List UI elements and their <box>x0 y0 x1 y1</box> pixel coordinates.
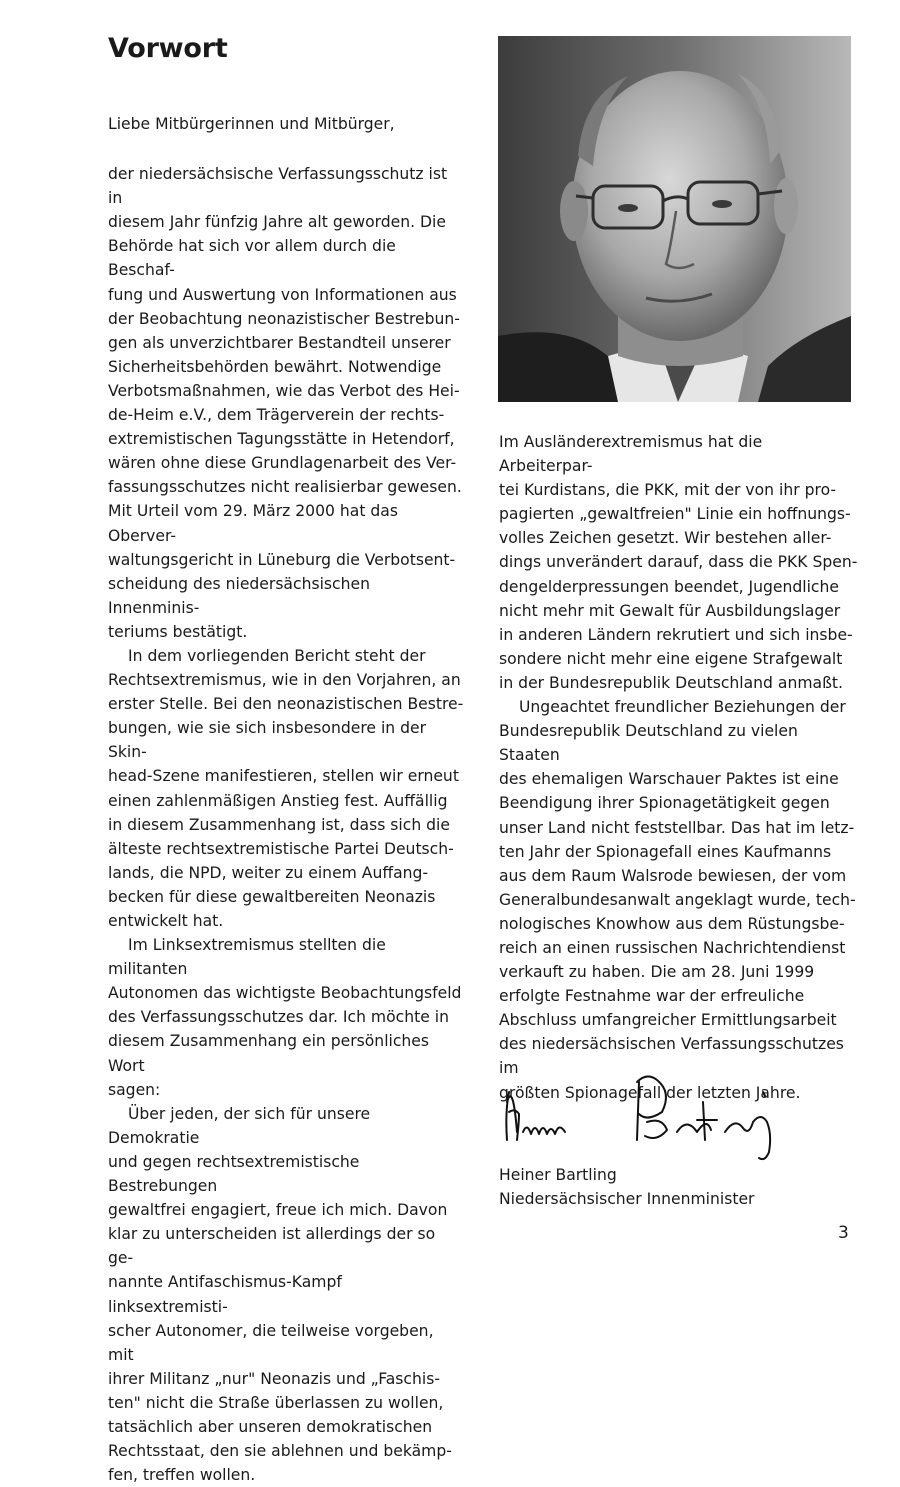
right-column <box>499 430 859 1105</box>
paragraph-right-wing-extremism: In dem vorliegenden Bericht steht der Rechtsextremismus, wie in den Vorjahren, an erster Stelle. Bei den neonazistischen Bestre- bungen, wie sie sich insbesondere in der Skin- head-Szene manifestieren, stellen wir erneut einen zahlenmäßigen Anstieg fest. Auffällig in diesem Zusammenhang ist, dass sich die älteste rechtsextremistische Partei Deutsch- lands, die NPD, weiter zu einem Auffang- becken für diese gewaltbereiten Neonazis entwickelt hat. <box>108 646 464 930</box>
left-column <box>108 112 464 1487</box>
handwritten-signature <box>497 1062 797 1162</box>
paragraph-left-wing-extremism: Im Linksextremismus stellten die militanten Autonomen das wichtigste Beobachtungsfeld des Verfassungsschutzes dar. Ich möchte in diesem Zusammenhang ein persönliches Wort sagen: <box>108 936 462 1099</box>
paragraph-anniversary: der niedersächsische Verfassungsschutz ist in diesem Jahr fünfzig Jahre alt geworden. Die Behörde hat sich vor allem durch die Beschaf- fung und Auswertung von Informationen aus der Beobachtung neonazistischer Bestrebun- gen als unverzichtbarer Bestandteil unserer Sicherheitsbehörden bewährt. Notwendige Verbotsmaßnahmen, wie das Verbot des Hei- de-Heim e.V., dem Trägerverein der rechts- extremistischen Tagungsstätte in Hetendorf, wären ohne diese Grundlagenarbeit des Ver- fassungsschutzes nicht realisierbar gewesen. Mit Urteil vom 29. März 2000 hat das Oberver- waltungsgericht in Lüneburg die Verbotsent- scheidung des niedersächsischen Innenminis- teriums bestätigt. <box>108 165 462 641</box>
salutation: Liebe Mitbürgerinnen und Mitbürger, <box>108 115 395 133</box>
signatory-name: Heiner Bartling <box>499 1166 617 1184</box>
paragraph-espionage: Ungeachtet freundlicher Beziehungen der Bundesrepublik Deutschland zu vielen Staaten des ehemaligen Warschauer Paktes ist eine Beendigung ihrer Spionagetätigkeit gegen unser Land nicht feststellbar. Das hat im letz- ten Jahr der Spionagefall eines Kaufmanns aus dem Raum Walsrode bewiesen, der vom Generalbundesanwalt angeklagt wurde, tech- nologisches Knowhow aus dem Rüstungsbe- reich an einen russischen Nachrichtendienst verkauft zu haben. Die am 28. Juni 1999 erfolgte Festnahme war der erfreuliche Abschluss umfangreicher Ermittlungsarbeit des niedersächsischen Verfassungsschutzes im größten Spionagefall der letzten Jahre. <box>499 698 856 1102</box>
page-number: 3 <box>838 1223 849 1243</box>
signatory-title: Niedersächsischer Innenminister <box>499 1190 755 1208</box>
page-title: Vorwort <box>108 33 228 64</box>
paragraph-foreign-extremism: Im Ausländerextremismus hat die Arbeiterpar- tei Kurdistans, die PKK, mit der von ihr pro- pagierten „gewaltfreien" Linie ein hoffnungs- volles Zeichen gesetzt. Wir bestehen aller- dings unverändert darauf, dass die PKK Spen- dengelderpressungen beendet, Jugendliche nicht mehr mit Gewalt für Ausbildungslager in anderen Ländern rekrutiert und sich insbe- sondere nicht mehr eine eigene Strafgewalt in der Bundesrepublik Deutschland anmaßt. <box>499 433 858 692</box>
paragraph-personal-word: Über jeden, der sich für unsere Demokratie und gegen rechtsextremistische Bestrebungen gewaltfrei engagiert, freue ich mich. Davon klar zu unterscheiden ist allerdings der so ge- nannte Antifaschismus-Kampf linksextremisti- scher Autonomer, die teilweise vorgeben, mit ihrer Militanz „nur" Neonazis und „Faschis- ten" nicht die Straße überlassen zu wollen, tatsächlich aber unseren demokratischen Rechtsstaat, den sie ablehnen und bekämp- fen, treffen wollen. <box>108 1104 452 1485</box>
portrait-photo <box>498 36 851 402</box>
